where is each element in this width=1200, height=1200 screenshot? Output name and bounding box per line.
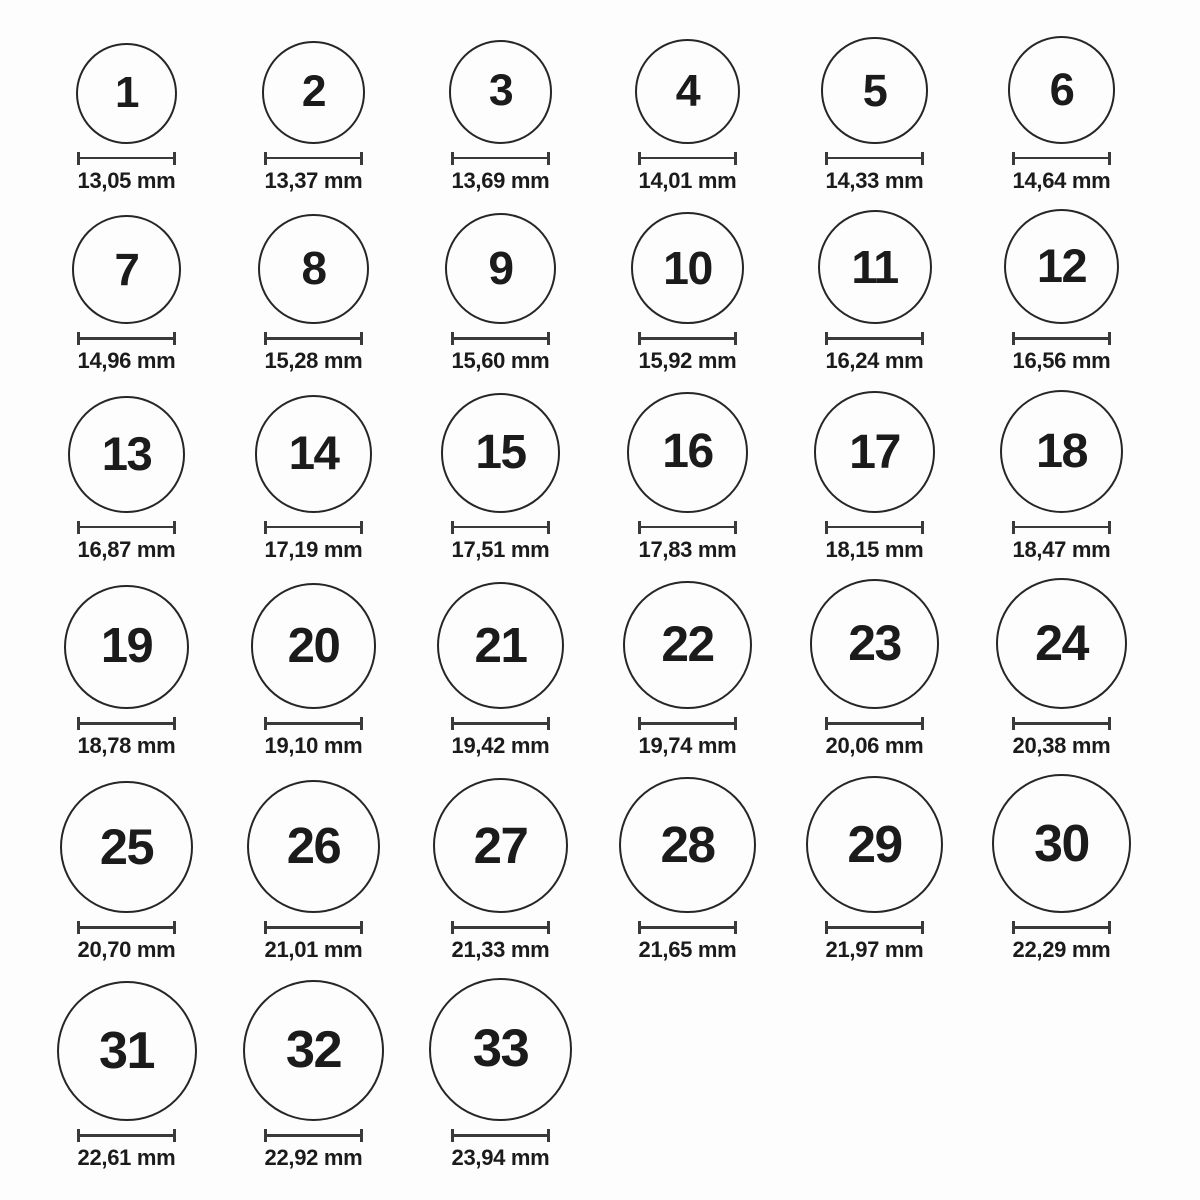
measure-line-bar [454, 722, 547, 725]
measure-line-bar [454, 526, 547, 529]
ring-circle [449, 40, 553, 144]
ring-size-number: 31 [99, 1021, 154, 1080]
diameter-measure-line [264, 152, 363, 165]
measure-line-bar [80, 926, 173, 929]
ring-circle [996, 578, 1127, 709]
measure-line-bar [641, 157, 734, 160]
ring-size-number: 27 [473, 817, 528, 875]
ring-size-number: 30 [1034, 813, 1089, 872]
measure-line-bar [267, 526, 360, 529]
ring-circle [251, 583, 377, 709]
diameter-measure-line [638, 332, 737, 345]
diameter-label: 20,38 mm [1012, 732, 1111, 758]
measure-line-bar [641, 526, 734, 529]
diameter-label: 16,24 mm [825, 348, 924, 374]
ring-circle [1004, 209, 1119, 324]
diameter-measure-line [451, 152, 550, 165]
ring-size-number: 13 [101, 427, 152, 481]
diameter-label: 15,60 mm [451, 348, 550, 374]
ring-circle [818, 210, 932, 324]
measure-line-bar [641, 926, 734, 929]
ring-size-item-10 [594, 212, 781, 375]
measure-line-bar [80, 526, 173, 529]
ring-circle [623, 581, 751, 709]
ring-size-item-7 [33, 215, 220, 374]
ring-size-number: 1 [115, 68, 138, 117]
measure-line-bar [1015, 157, 1108, 160]
ring-size-item-32 [220, 980, 407, 1172]
measure-line-bar [80, 722, 173, 725]
measure-line-bar [454, 157, 547, 160]
diameter-measure-line [825, 152, 924, 165]
diameter-measure-line [264, 521, 363, 534]
diameter-label: 17,83 mm [638, 536, 737, 562]
ring-size-number: 22 [661, 615, 714, 672]
chart-row [33, 209, 1190, 375]
ring-size-item-20 [220, 583, 407, 759]
ring-size-item-24 [968, 578, 1155, 759]
measure-line-bar [267, 157, 360, 160]
diameter-measure-line [1012, 152, 1111, 165]
ring-circle [64, 585, 188, 709]
diameter-measure-line [77, 521, 176, 534]
ring-circle [821, 37, 927, 143]
measure-line-bar [641, 337, 734, 340]
diameter-label: 16,87 mm [77, 536, 176, 562]
ring-size-item-4 [594, 39, 781, 194]
ring-size-item-8 [220, 214, 407, 374]
diameter-measure-line [825, 921, 924, 934]
measure-line-bar [1015, 926, 1108, 929]
ring-circle [68, 396, 185, 513]
diameter-label: 22,29 mm [1012, 937, 1111, 963]
diameter-measure-line [1012, 717, 1111, 730]
ring-size-item-33 [407, 978, 594, 1171]
ring-circle [76, 43, 177, 144]
diameter-measure-line [77, 717, 176, 730]
ring-size-item-30 [968, 774, 1155, 963]
chart-row [33, 774, 1190, 963]
ring-size-number: 6 [1049, 64, 1074, 116]
diameter-measure-line [825, 717, 924, 730]
ring-circle [57, 981, 197, 1121]
ring-size-item-26 [220, 780, 407, 964]
ring-size-item-15 [407, 393, 594, 563]
ring-size-item-25 [33, 781, 220, 964]
diameter-measure-line [825, 332, 924, 345]
ring-circle [60, 781, 192, 913]
diameter-measure-line [451, 521, 550, 534]
ring-size-number: 12 [1036, 239, 1087, 293]
diameter-measure-line [77, 1129, 176, 1142]
ring-size-item-11 [781, 210, 968, 374]
ring-size-item-27 [407, 778, 594, 963]
ring-size-item-17 [781, 391, 968, 563]
ring-size-item-23 [781, 579, 968, 759]
diameter-label: 17,19 mm [264, 536, 363, 562]
ring-circle [814, 391, 936, 513]
ring-circle [429, 978, 572, 1121]
ring-size-number: 26 [286, 816, 341, 874]
ring-circle [433, 778, 568, 913]
ring-size-number: 15 [475, 426, 526, 480]
ring-circle [262, 41, 364, 143]
diameter-label: 15,28 mm [264, 348, 363, 374]
ring-circle [72, 215, 181, 324]
ring-size-number: 18 [1035, 423, 1088, 478]
ring-size-item-21 [407, 582, 594, 759]
diameter-label: 14,64 mm [1012, 167, 1111, 193]
ring-size-number: 21 [474, 617, 527, 673]
diameter-measure-line [1012, 521, 1111, 534]
measure-line-bar [828, 337, 921, 340]
diameter-label: 18,47 mm [1012, 536, 1111, 562]
diameter-measure-line [264, 1129, 363, 1142]
diameter-label: 14,96 mm [77, 348, 176, 374]
ring-size-number: 20 [287, 618, 340, 673]
diameter-label: 18,78 mm [77, 732, 176, 758]
ring-size-number: 2 [301, 67, 326, 117]
ring-circle [810, 579, 940, 709]
diameter-label: 13,69 mm [451, 167, 550, 193]
ring-circle [992, 774, 1131, 913]
diameter-label: 18,15 mm [825, 536, 924, 562]
ring-size-number: 5 [862, 64, 887, 116]
measure-line-bar [454, 1134, 547, 1137]
chart-row [33, 36, 1190, 194]
ring-size-number: 3 [488, 66, 513, 116]
ring-size-item-16 [594, 392, 781, 563]
diameter-measure-line [77, 921, 176, 934]
ring-size-item-31 [33, 981, 220, 1171]
diameter-measure-line [264, 717, 363, 730]
ring-circle [437, 582, 564, 709]
ring-circle [258, 214, 368, 324]
measure-line-bar [828, 157, 921, 160]
ring-circle [445, 213, 556, 324]
measure-line-bar [80, 1134, 173, 1137]
ring-size-number: 8 [301, 242, 326, 295]
diameter-measure-line [1012, 332, 1111, 345]
measure-line-bar [1015, 526, 1108, 529]
ring-size-number: 4 [675, 65, 700, 116]
ring-size-number: 29 [847, 814, 902, 873]
chart-row [33, 978, 1190, 1171]
ring-size-item-6 [968, 36, 1155, 194]
ring-size-number: 33 [472, 1019, 529, 1079]
ring-size-item-28 [594, 777, 781, 963]
diameter-measure-line [638, 921, 737, 934]
diameter-label: 13,05 mm [77, 167, 176, 193]
diameter-measure-line [451, 332, 550, 345]
ring-circle [1000, 390, 1123, 513]
diameter-measure-line [264, 332, 363, 345]
diameter-label: 21,01 mm [264, 937, 363, 963]
diameter-label: 19,10 mm [264, 732, 363, 758]
diameter-measure-line [638, 152, 737, 165]
diameter-label: 21,97 mm [825, 937, 924, 963]
ring-size-item-14 [220, 395, 407, 563]
diameter-label: 22,61 mm [77, 1145, 176, 1171]
diameter-label: 17,51 mm [451, 536, 550, 562]
ring-size-number: 14 [288, 426, 339, 480]
diameter-measure-line [638, 521, 737, 534]
chart-row [33, 578, 1190, 759]
diameter-label: 20,70 mm [77, 937, 176, 963]
ring-size-number: 23 [848, 615, 901, 672]
measure-line-bar [267, 722, 360, 725]
diameter-measure-line [264, 921, 363, 934]
ring-circle [806, 776, 943, 913]
ring-circle [627, 392, 748, 513]
diameter-label: 21,65 mm [638, 937, 737, 963]
diameter-label: 23,94 mm [451, 1145, 550, 1171]
measure-line-bar [267, 1134, 360, 1137]
diameter-measure-line [77, 332, 176, 345]
ring-size-item-1 [33, 43, 220, 194]
diameter-label: 13,37 mm [264, 167, 363, 193]
ring-size-number: 17 [849, 424, 900, 479]
ring-circle [441, 393, 560, 512]
measure-line-bar [80, 157, 173, 160]
ring-size-item-3 [407, 40, 594, 194]
measure-line-bar [1015, 337, 1108, 340]
measure-line-bar [454, 337, 547, 340]
ring-size-item-2 [220, 41, 407, 194]
ring-circle [243, 980, 384, 1121]
ring-size-number: 19 [100, 619, 153, 674]
ring-size-item-29 [781, 776, 968, 964]
ring-circle [1008, 36, 1116, 144]
ring-circle [247, 780, 381, 914]
ring-size-item-5 [781, 37, 968, 194]
measure-line-bar [267, 337, 360, 340]
diameter-label: 15,92 mm [638, 348, 737, 374]
diameter-label: 14,33 mm [825, 167, 924, 193]
measure-line-bar [641, 722, 734, 725]
ring-circle [631, 212, 744, 325]
ring-size-number: 28 [660, 816, 715, 874]
ring-circle [635, 39, 740, 144]
ring-size-item-9 [407, 213, 594, 375]
ring-size-number: 11 [851, 240, 898, 293]
diameter-label: 22,92 mm [264, 1145, 363, 1171]
ring-circle [255, 395, 373, 513]
diameter-label: 16,56 mm [1012, 348, 1111, 374]
diameter-label: 20,06 mm [825, 732, 924, 758]
ring-size-item-22 [594, 581, 781, 760]
diameter-measure-line [825, 521, 924, 534]
diameter-label: 19,42 mm [451, 732, 550, 758]
diameter-measure-line [451, 1129, 550, 1142]
measure-line-bar [1015, 722, 1108, 725]
diameter-measure-line [77, 152, 176, 165]
diameter-measure-line [451, 717, 550, 730]
measure-line-bar [454, 926, 547, 929]
diameter-measure-line [1012, 921, 1111, 934]
ring-size-number: 16 [662, 425, 713, 479]
measure-line-bar [828, 722, 921, 725]
diameter-measure-line [451, 921, 550, 934]
ring-size-item-13 [33, 396, 220, 563]
measure-line-bar [80, 337, 173, 340]
ring-size-item-12 [968, 209, 1155, 375]
measure-line-bar [828, 526, 921, 529]
diameter-label: 21,33 mm [451, 937, 550, 963]
ring-size-number: 7 [114, 243, 139, 295]
ring-size-number: 32 [285, 1021, 342, 1080]
ring-circle [619, 777, 755, 913]
diameter-label: 14,01 mm [638, 167, 737, 193]
measure-line-bar [828, 926, 921, 929]
ring-size-number: 25 [99, 817, 154, 875]
ring-size-number: 9 [488, 242, 513, 295]
measure-line-bar [267, 926, 360, 929]
ring-size-item-19 [33, 585, 220, 760]
ring-size-item-18 [968, 390, 1155, 563]
ring-size-number: 24 [1035, 615, 1088, 672]
diameter-label: 19,74 mm [638, 732, 737, 758]
chart-row [33, 390, 1190, 563]
ring-size-number: 10 [663, 241, 712, 294]
diameter-measure-line [638, 717, 737, 730]
